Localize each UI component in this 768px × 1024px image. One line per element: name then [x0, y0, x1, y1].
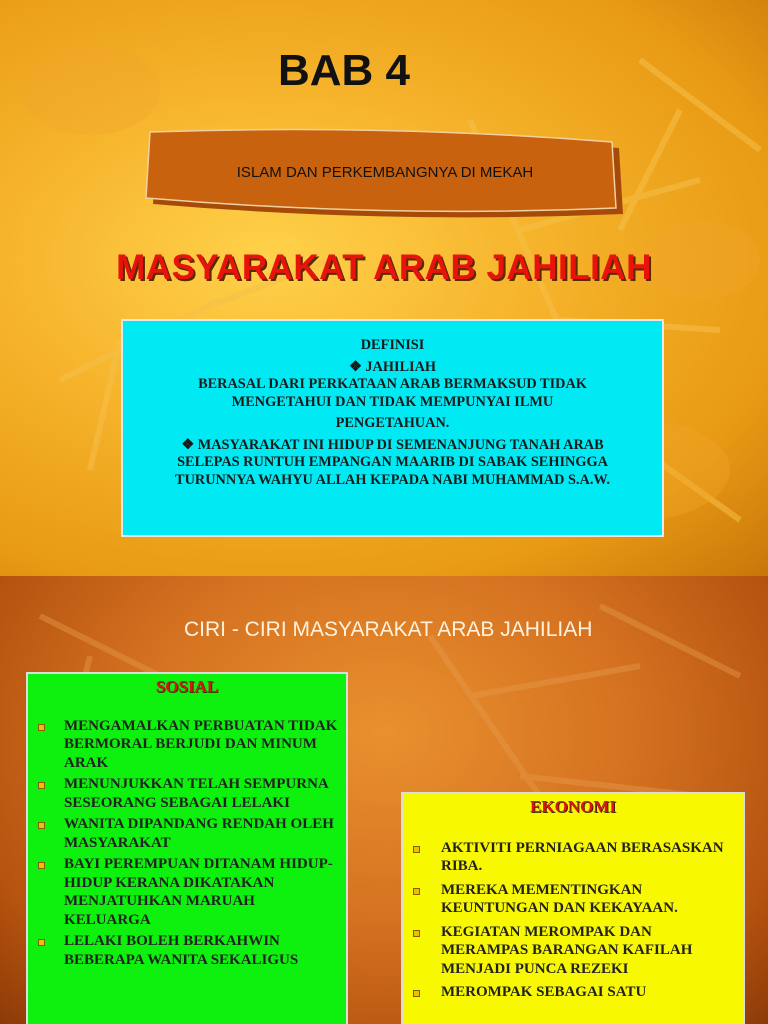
- definition-bullet-1-line-1: BERASAL DARI PERKATAAN ARAB BERMAKSUD TIDAK: [198, 376, 587, 392]
- list-item-text: WANITA DIPANDANG RENDAH OLEH MASYARAKAT: [64, 816, 334, 851]
- list-item: [403, 881, 735, 918]
- ekonomi-list: [403, 839, 743, 1002]
- chapter-label: BAB 4: [278, 46, 411, 95]
- definition-bullet-1-line-2: MENGETAHUI DAN TIDAK MEMPUNYAI ILMU: [231, 393, 554, 410]
- square-bullet-icon: [38, 822, 45, 829]
- list-item-text: AKTIVITI PERNIAGAAN BERASASKAN RIBA.: [441, 839, 724, 874]
- list-item: [28, 815, 338, 852]
- list-item-text: KEGIATAN MEROMPAK DAN MERAMPAS BARANGAN KAFILAH MENJADI PUNCA REZEKI: [441, 923, 693, 977]
- list-item: [28, 932, 338, 969]
- square-bullet-icon: [38, 939, 45, 946]
- list-item: [403, 923, 735, 979]
- square-bullet-icon: [413, 990, 420, 997]
- list-item: [28, 775, 338, 812]
- list-item-text: MENGAMALKAN PERBUATAN TIDAK BERMORAL BERJUDI DAN MINUM ARAK: [64, 717, 338, 771]
- definition-bullet-2-line-3: TURUNNYA WAHYU ALLAH KEPADA NABI MUHAMMAD S.A.W.: [175, 471, 610, 488]
- definition-bullet-2-line-2: SELEPAS RUNTUH EMPANGAN MAARIB DI SABAK SEHINGGA: [177, 454, 608, 470]
- sosial-title: SOSIAL: [155, 677, 219, 696]
- list-item-text: LELAKI BOLEH BERKAHWIN BEBERAPA WANITA SEKALIGUS: [64, 933, 299, 968]
- slide-2: [0, 576, 768, 1024]
- list-item-text: MEROMPAK SEBAGAI SATU: [441, 984, 647, 1000]
- main-title: MASYARAKAT ARAB JAHILIAH: [116, 248, 652, 287]
- list-item-text: BAYI PEREMPUAN DITANAM HIDUP-HIDUP KERANA DIKATAKAN MENJATUHKAN MARUAH KELUARGA: [64, 856, 333, 928]
- ekonomi-title: EKONOMI: [530, 797, 616, 816]
- definition-heading: DEFINISI: [360, 337, 425, 353]
- list-item: [28, 855, 338, 929]
- sosial-box: [26, 672, 348, 1024]
- definition-bullet-1-line-3: PENGETAHUAN.: [335, 415, 450, 431]
- square-bullet-icon: [413, 930, 420, 937]
- definition-bullet-1-label: ❖ JAHILIAH: [348, 358, 437, 375]
- definition-bullet-2-line-1: ❖ MASYARAKAT INI HIDUP DI SEMENANJUNG TANAH ARAB: [181, 436, 604, 453]
- characteristics-heading: CIRI - CIRI MASYARAKAT ARAB JAHILIAH: [184, 618, 593, 641]
- subtitle-banner: [140, 128, 630, 220]
- list-item: [28, 717, 338, 773]
- ekonomi-box: [401, 792, 745, 1024]
- list-item: [403, 839, 735, 876]
- list-item-text: MENUNJUKKAN TELAH SEMPURNA SESEORANG SEBAGAI LELAKI: [64, 776, 328, 811]
- list-item: [403, 983, 735, 1002]
- list-item-text: MEREKA MEMENTINGKAN KEUNTUNGAN DAN KEKAYAAN.: [441, 881, 678, 916]
- square-bullet-icon: [38, 782, 45, 789]
- square-bullet-icon: [38, 862, 45, 869]
- square-bullet-icon: [38, 724, 45, 731]
- square-bullet-icon: [413, 888, 420, 895]
- definition-box: [121, 319, 664, 537]
- square-bullet-icon: [413, 846, 420, 853]
- sosial-list: [28, 717, 346, 970]
- banner-text: ISLAM DAN PERKEMBANGNYA DI MEKAH: [236, 164, 534, 181]
